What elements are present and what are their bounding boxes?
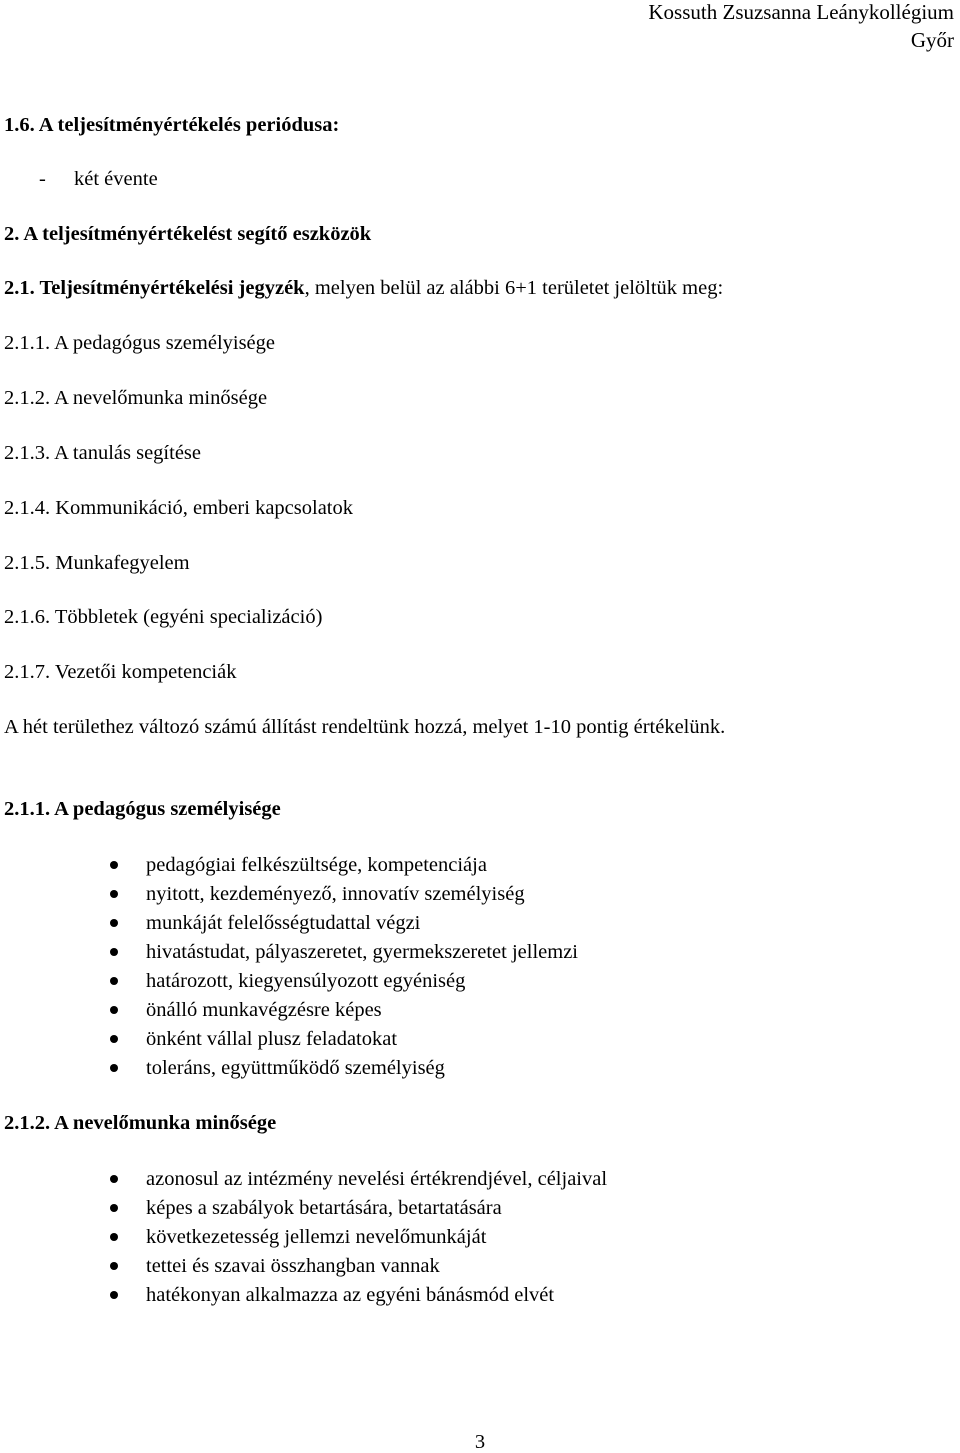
list-item-text: toleráns, együttműködő személyiség <box>146 1057 445 1079</box>
section-1-6-title: 1.6. A teljesítményértékelés periódusa: <box>4 114 340 136</box>
section-2-title: 2. A teljesítményértékelést segítő eszközök <box>4 223 372 245</box>
bullet-icon <box>110 861 118 869</box>
list-item-text: pedagógiai felkészültsége, kompetenciája <box>146 854 487 876</box>
bullet-icon <box>110 1262 118 1270</box>
bullet-icon <box>110 890 118 898</box>
header-institution: Kossuth Zsuzsanna Leánykollégium <box>648 0 954 24</box>
bullet-icon <box>110 1175 118 1183</box>
section-2-1-intro-rest: , melyen belül az alábbi 6+1 területet jelöltük meg: <box>304 277 724 299</box>
summary-text: A hét területhez változó számú állítást rendeltünk hozzá, melyet 1-10 pontig értékelünk. <box>4 716 726 738</box>
section-2-1-2-title: 2.1.2. A nevelőmunka minősége <box>4 1112 277 1134</box>
bullet-icon <box>110 948 118 956</box>
section-2-1-1-title: 2.1.1. A pedagógus személyisége <box>4 798 281 820</box>
area-item: 2.1.7. Vezetői kompetenciák <box>4 661 237 683</box>
area-item: 2.1.4. Kommunikáció, emberi kapcsolatok <box>4 497 353 519</box>
period-item: két évente <box>74 168 158 190</box>
list-item-text: önálló munkavégzésre képes <box>146 999 382 1021</box>
page-number: 3 <box>474 1431 486 1453</box>
section-2-1-intro-bold: 2.1. Teljesítményértékelési jegyzék <box>4 277 305 299</box>
bullet-icon <box>110 1006 118 1014</box>
bullet-icon <box>110 977 118 985</box>
area-item: 2.1.1. A pedagógus személyisége <box>4 332 276 354</box>
bullet-icon <box>110 919 118 927</box>
list-item-text: következetesség jellemzi nevelőmunkáját <box>146 1226 487 1248</box>
area-item: 2.1.2. A nevelőmunka minősége <box>4 387 268 409</box>
header-city: Győr <box>910 28 954 52</box>
list-item-text: tettei és szavai összhangban vannak <box>146 1255 440 1277</box>
bullet-icon <box>110 1233 118 1241</box>
list-item-text: határozott, kiegyensúlyozott egyéniség <box>146 970 466 992</box>
section-2-1-intro <box>4 278 723 299</box>
list-item-text: önként vállal plusz feladatokat <box>146 1028 398 1050</box>
list-item-text: képes a szabályok betartására, betartatására <box>146 1197 502 1219</box>
list-item-text: azonosul az intézmény nevelési értékrendjével, céljaival <box>146 1168 608 1190</box>
bullet-icon <box>110 1204 118 1212</box>
list-item-text: hatékonyan alkalmazza az egyéni bánásmód elvét <box>146 1284 555 1306</box>
bullet-icon <box>110 1064 118 1072</box>
area-item: 2.1.5. Munkafegyelem <box>4 552 190 574</box>
list-item-text: nyitott, kezdeményező, innovatív személyiség <box>146 883 525 905</box>
dash-marker: - <box>39 168 46 190</box>
list-item-text: hivatástudat, pályaszeretet, gyermekszeretet jellemzi <box>146 941 579 963</box>
bullet-icon <box>110 1035 118 1043</box>
list-item-text: munkáját felelősségtudattal végzi <box>146 912 421 934</box>
area-item: 2.1.3. A tanulás segítése <box>4 442 202 464</box>
area-item: 2.1.6. Többletek (egyéni specializáció) <box>4 606 323 628</box>
bullet-icon <box>110 1291 118 1299</box>
